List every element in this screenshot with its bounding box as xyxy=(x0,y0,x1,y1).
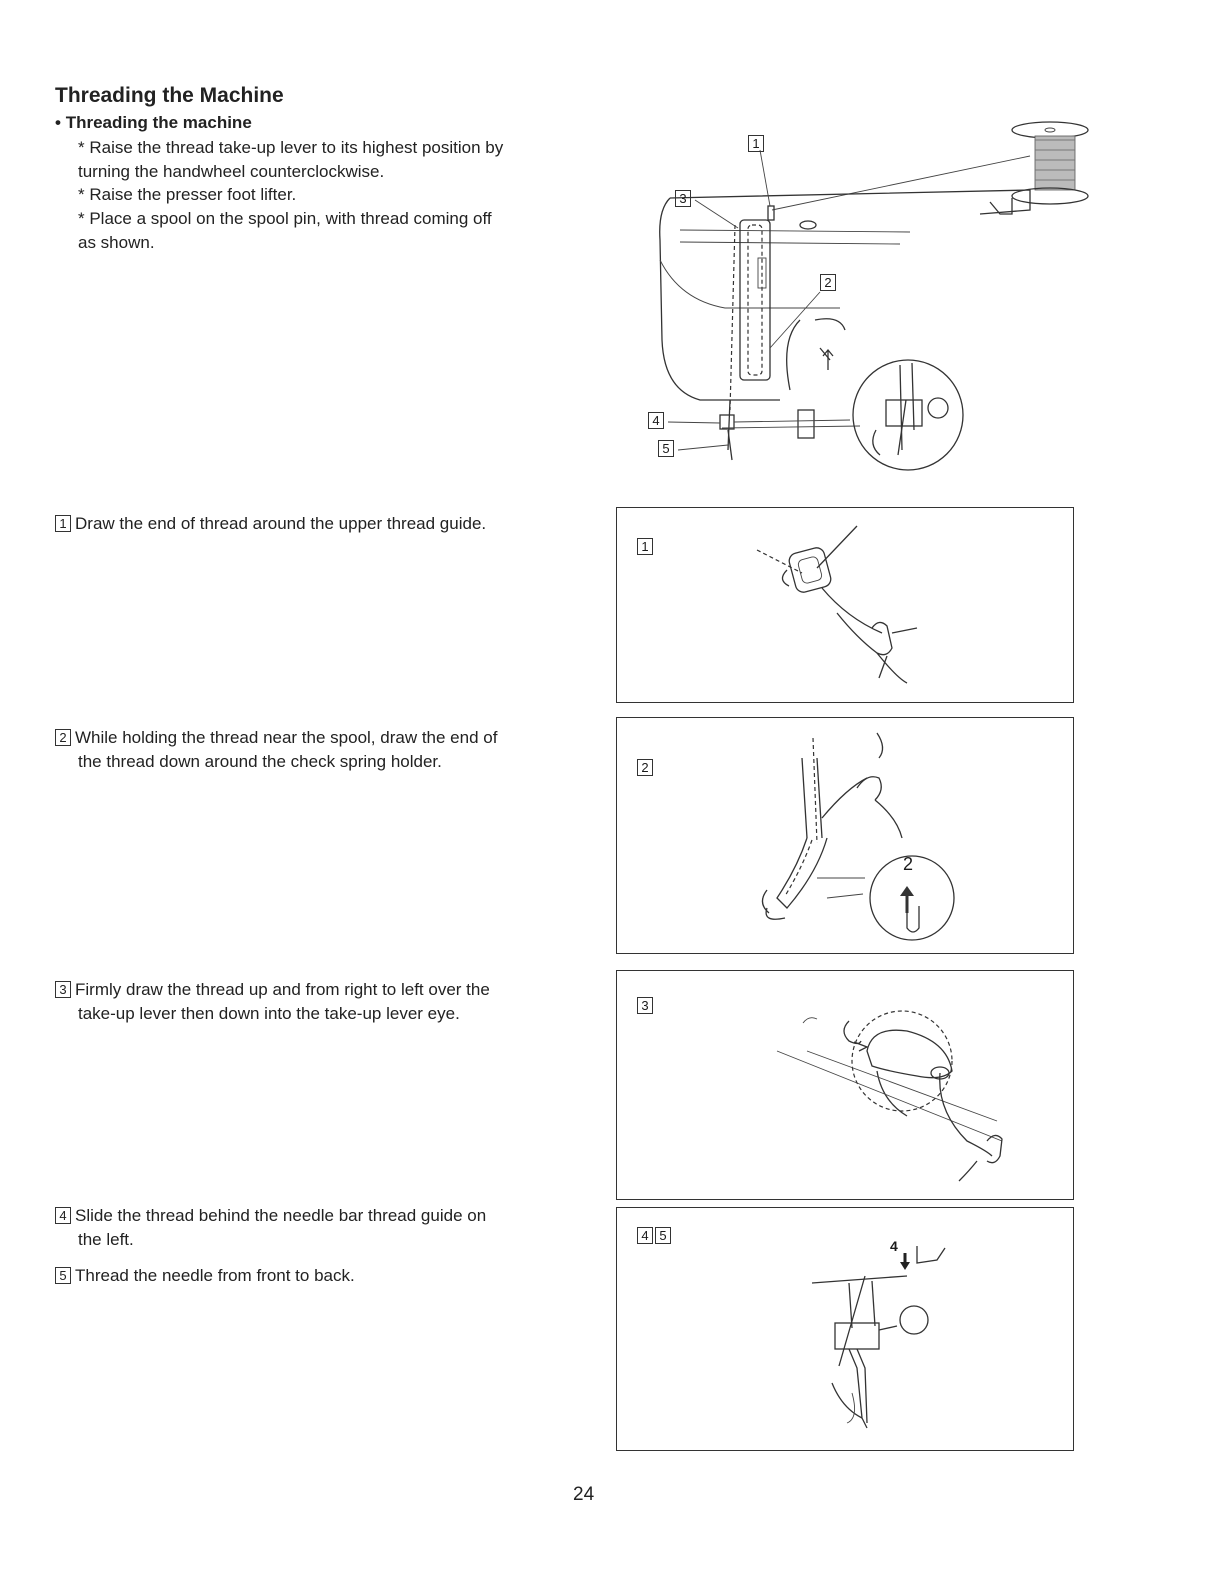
panel-label: 4 5 xyxy=(637,1227,673,1244)
sewing-machine-overview-diagram xyxy=(640,110,1090,490)
callout-4: 4 xyxy=(648,412,668,431)
step-2-continued: the thread down around the check spring holder. xyxy=(78,752,442,771)
callout-2: 2 xyxy=(820,274,840,293)
take-up-lever-illustration xyxy=(617,971,1073,1199)
subtitle-text: Threading the machine xyxy=(65,113,252,132)
step-4 xyxy=(55,1204,575,1228)
step-3 xyxy=(55,978,575,1002)
instruction-bullet: as shown. xyxy=(78,233,155,252)
spool-illustration xyxy=(1012,122,1088,204)
callout-1: 1 xyxy=(748,135,768,154)
figure-panel-3 xyxy=(616,970,1074,1200)
step-number-box: 5 xyxy=(55,1267,71,1284)
inset-number: 2 xyxy=(903,854,914,874)
figure-panel-4-5 xyxy=(616,1207,1074,1451)
page-number: 24 xyxy=(573,1484,595,1505)
section-subtitle xyxy=(55,113,252,133)
panel-label: 2 xyxy=(637,759,655,776)
step-4-continued: the left. xyxy=(78,1230,134,1249)
figure-panel-2 xyxy=(616,717,1074,954)
step-5 xyxy=(55,1264,575,1288)
step-number-box: 1 xyxy=(55,515,71,532)
inset-number: 4 xyxy=(890,1238,898,1254)
instruction-bullet: * Raise the thread take-up lever to its highest position by xyxy=(78,138,504,157)
step-text: While holding the thread near the spool, draw the end of xyxy=(75,728,498,747)
upper-thread-guide-illustration xyxy=(617,508,1073,702)
needle-threading-illustration xyxy=(617,1208,1073,1450)
step-text: Draw the end of thread around the upper thread guide. xyxy=(75,514,487,533)
instruction-bullet: turning the handwheel counterclockwise. xyxy=(78,162,385,181)
step-number-box: 3 xyxy=(55,981,71,998)
step-text: Thread the needle from front to back. xyxy=(75,1266,355,1285)
check-spring-holder-illustration xyxy=(617,718,1073,953)
page-title: Threading the Machine xyxy=(55,84,284,107)
step-number-box: 2 xyxy=(55,729,71,746)
step-text: Slide the thread behind the needle bar thread guide on xyxy=(75,1206,487,1225)
bullet-marker: • xyxy=(55,113,61,132)
instruction-bullet: * Raise the presser foot lifter. xyxy=(78,185,297,204)
panel-label: 3 xyxy=(637,997,655,1014)
callout-3: 3 xyxy=(675,190,695,209)
step-2 xyxy=(55,726,575,750)
instruction-bullet: * Place a spool on the spool pin, with thread coming off xyxy=(78,209,492,228)
step-number-box: 4 xyxy=(55,1207,71,1224)
step-1 xyxy=(55,512,575,536)
figure-panel-1 xyxy=(616,507,1074,703)
step-text: Firmly draw the thread up and from right to left over the xyxy=(75,980,490,999)
step-3-continued: take-up lever then down into the take-up lever eye. xyxy=(78,1004,460,1023)
panel-label: 1 xyxy=(637,538,655,555)
callout-5: 5 xyxy=(658,440,678,459)
